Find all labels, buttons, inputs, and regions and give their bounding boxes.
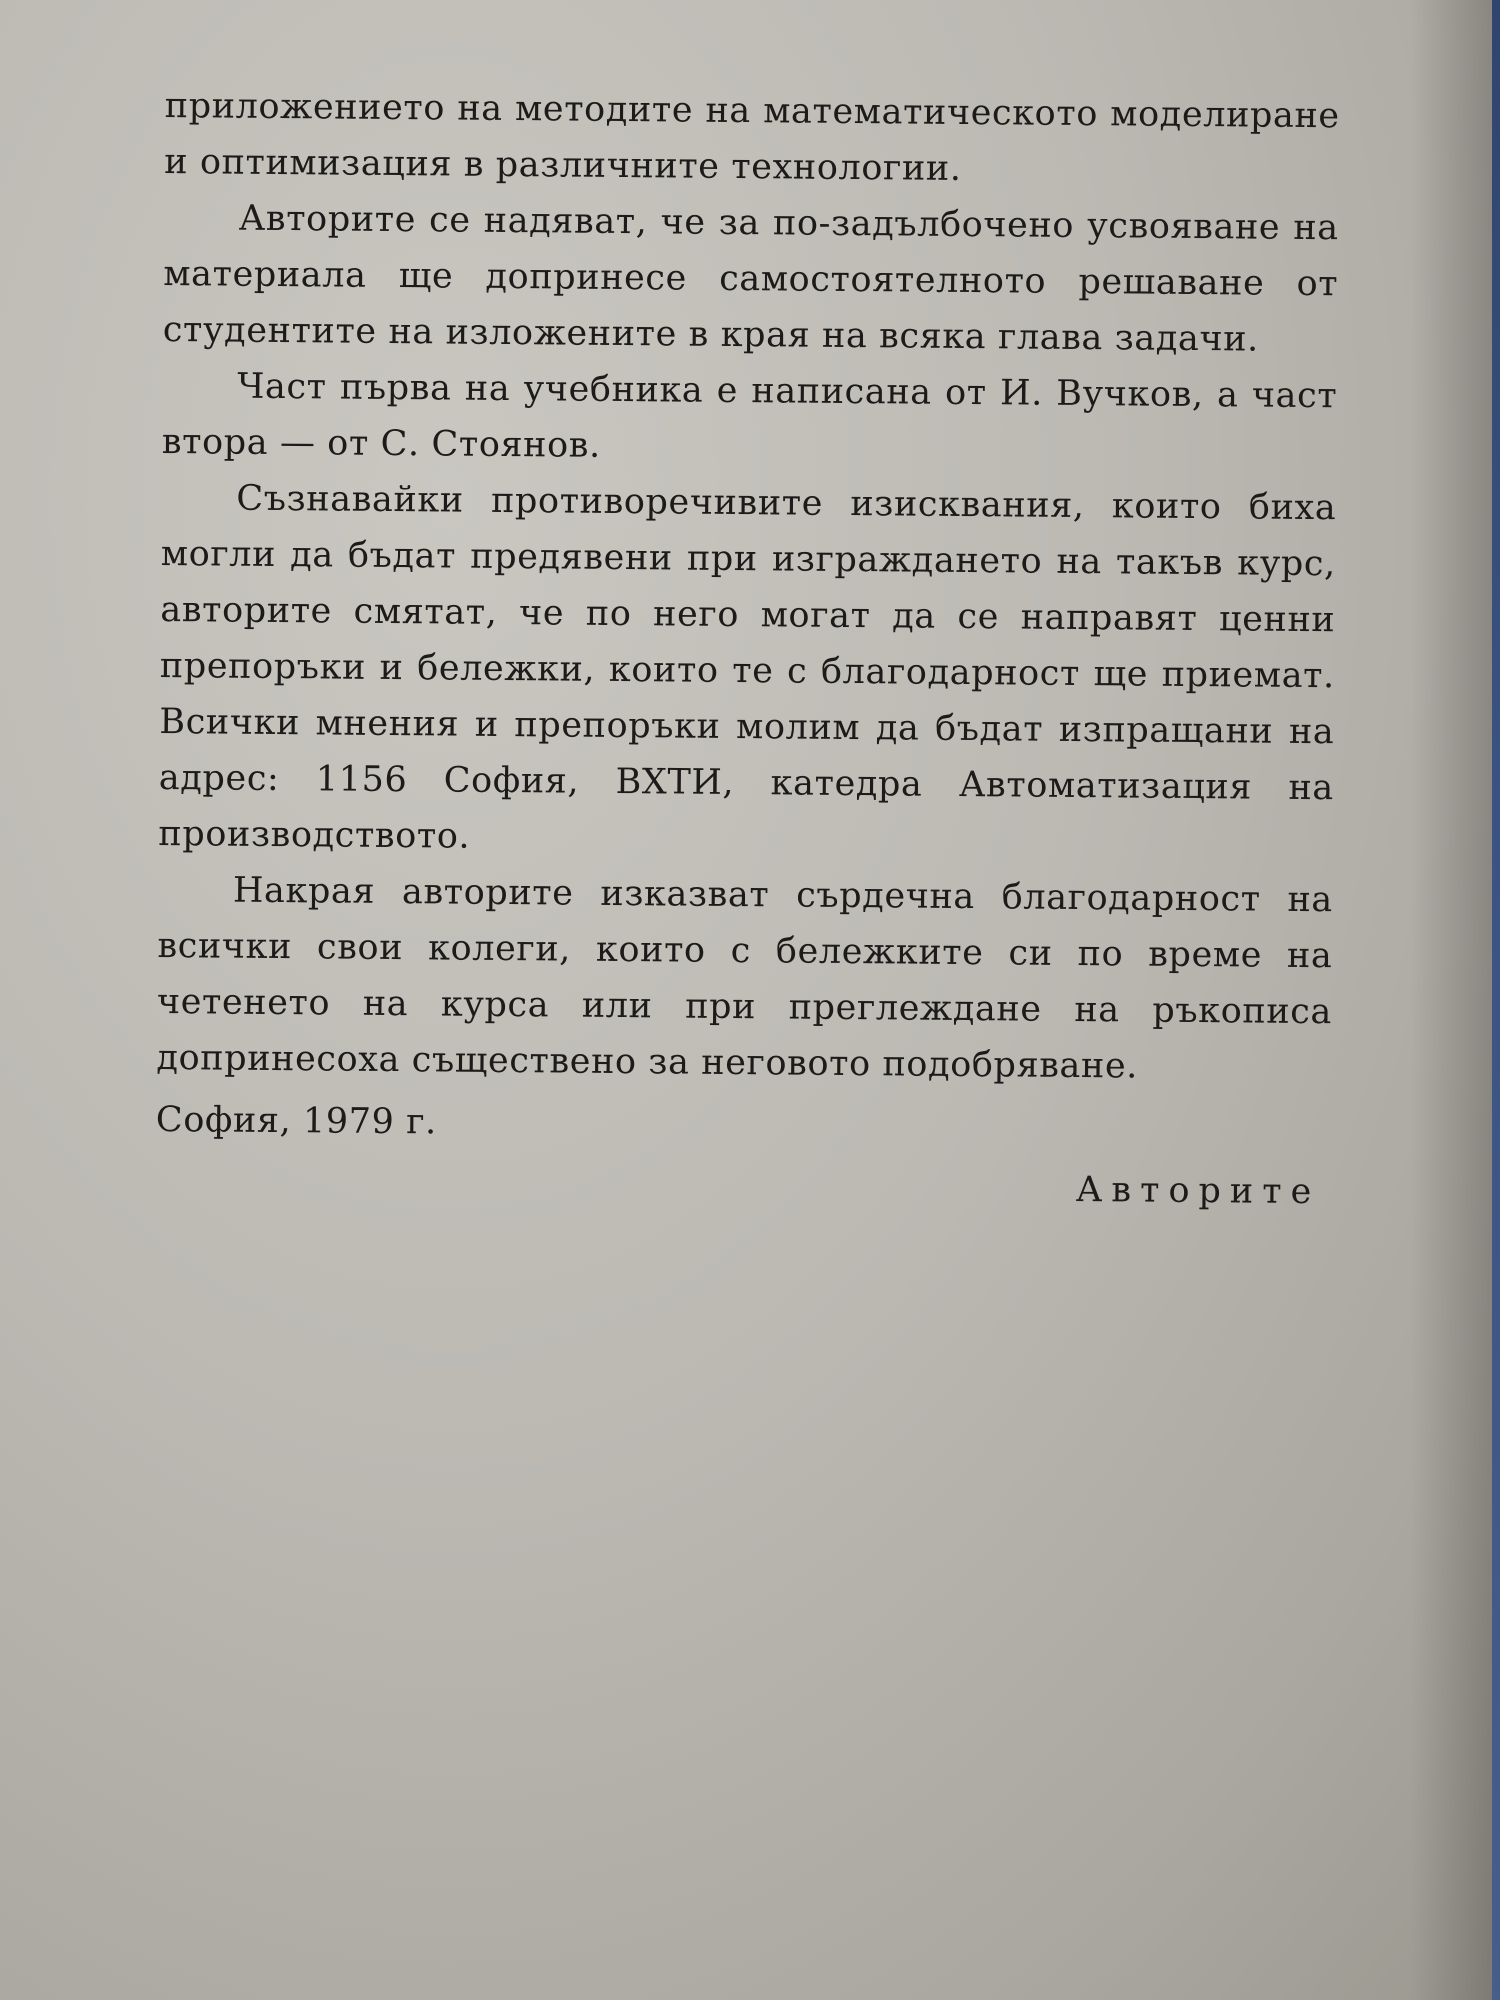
paragraph-3: Част първа на учебника е написана от И. Вучков, а част втора — от С. Стоянов. xyxy=(161,366,1338,466)
place-date: София, 1979 г. xyxy=(155,1099,438,1143)
paragraph-1: приложението на методите на математическото моделиране и оптимизация в различните технологии. xyxy=(164,85,1340,189)
paragraph-2: Авторите се надяват, че за по-задълбочено усвояване на материала ще допринесе самостоятелното решаване от студентите на изложените в края на всяка глава задачи. xyxy=(162,198,1339,360)
signature: Авторите xyxy=(1075,1169,1321,1213)
page-edge xyxy=(1492,0,1500,2000)
page-text xyxy=(155,78,1340,1220)
paragraph-4: Съзнавайки противоречивите изисквания, които биха могли да бъдат предявени при изграждането на такъв курс, авторите смятат, че по него могат да се направят ценни препоръки и бележки, които те с благодарност ще приемат. Всички мнения и препоръки молим да бъдат изпращани на адрес: 1156 София, ВХТИ, катедра Автоматизация на производството. xyxy=(158,478,1337,857)
paragraph-5: Накрая авторите изказват сърдечна благодарност на всички свои колеги, които с бележките си по време на четенето на курса или при преглеждане на ръкописа допринесоха съществено за неговото подобряване. xyxy=(156,870,1334,1087)
